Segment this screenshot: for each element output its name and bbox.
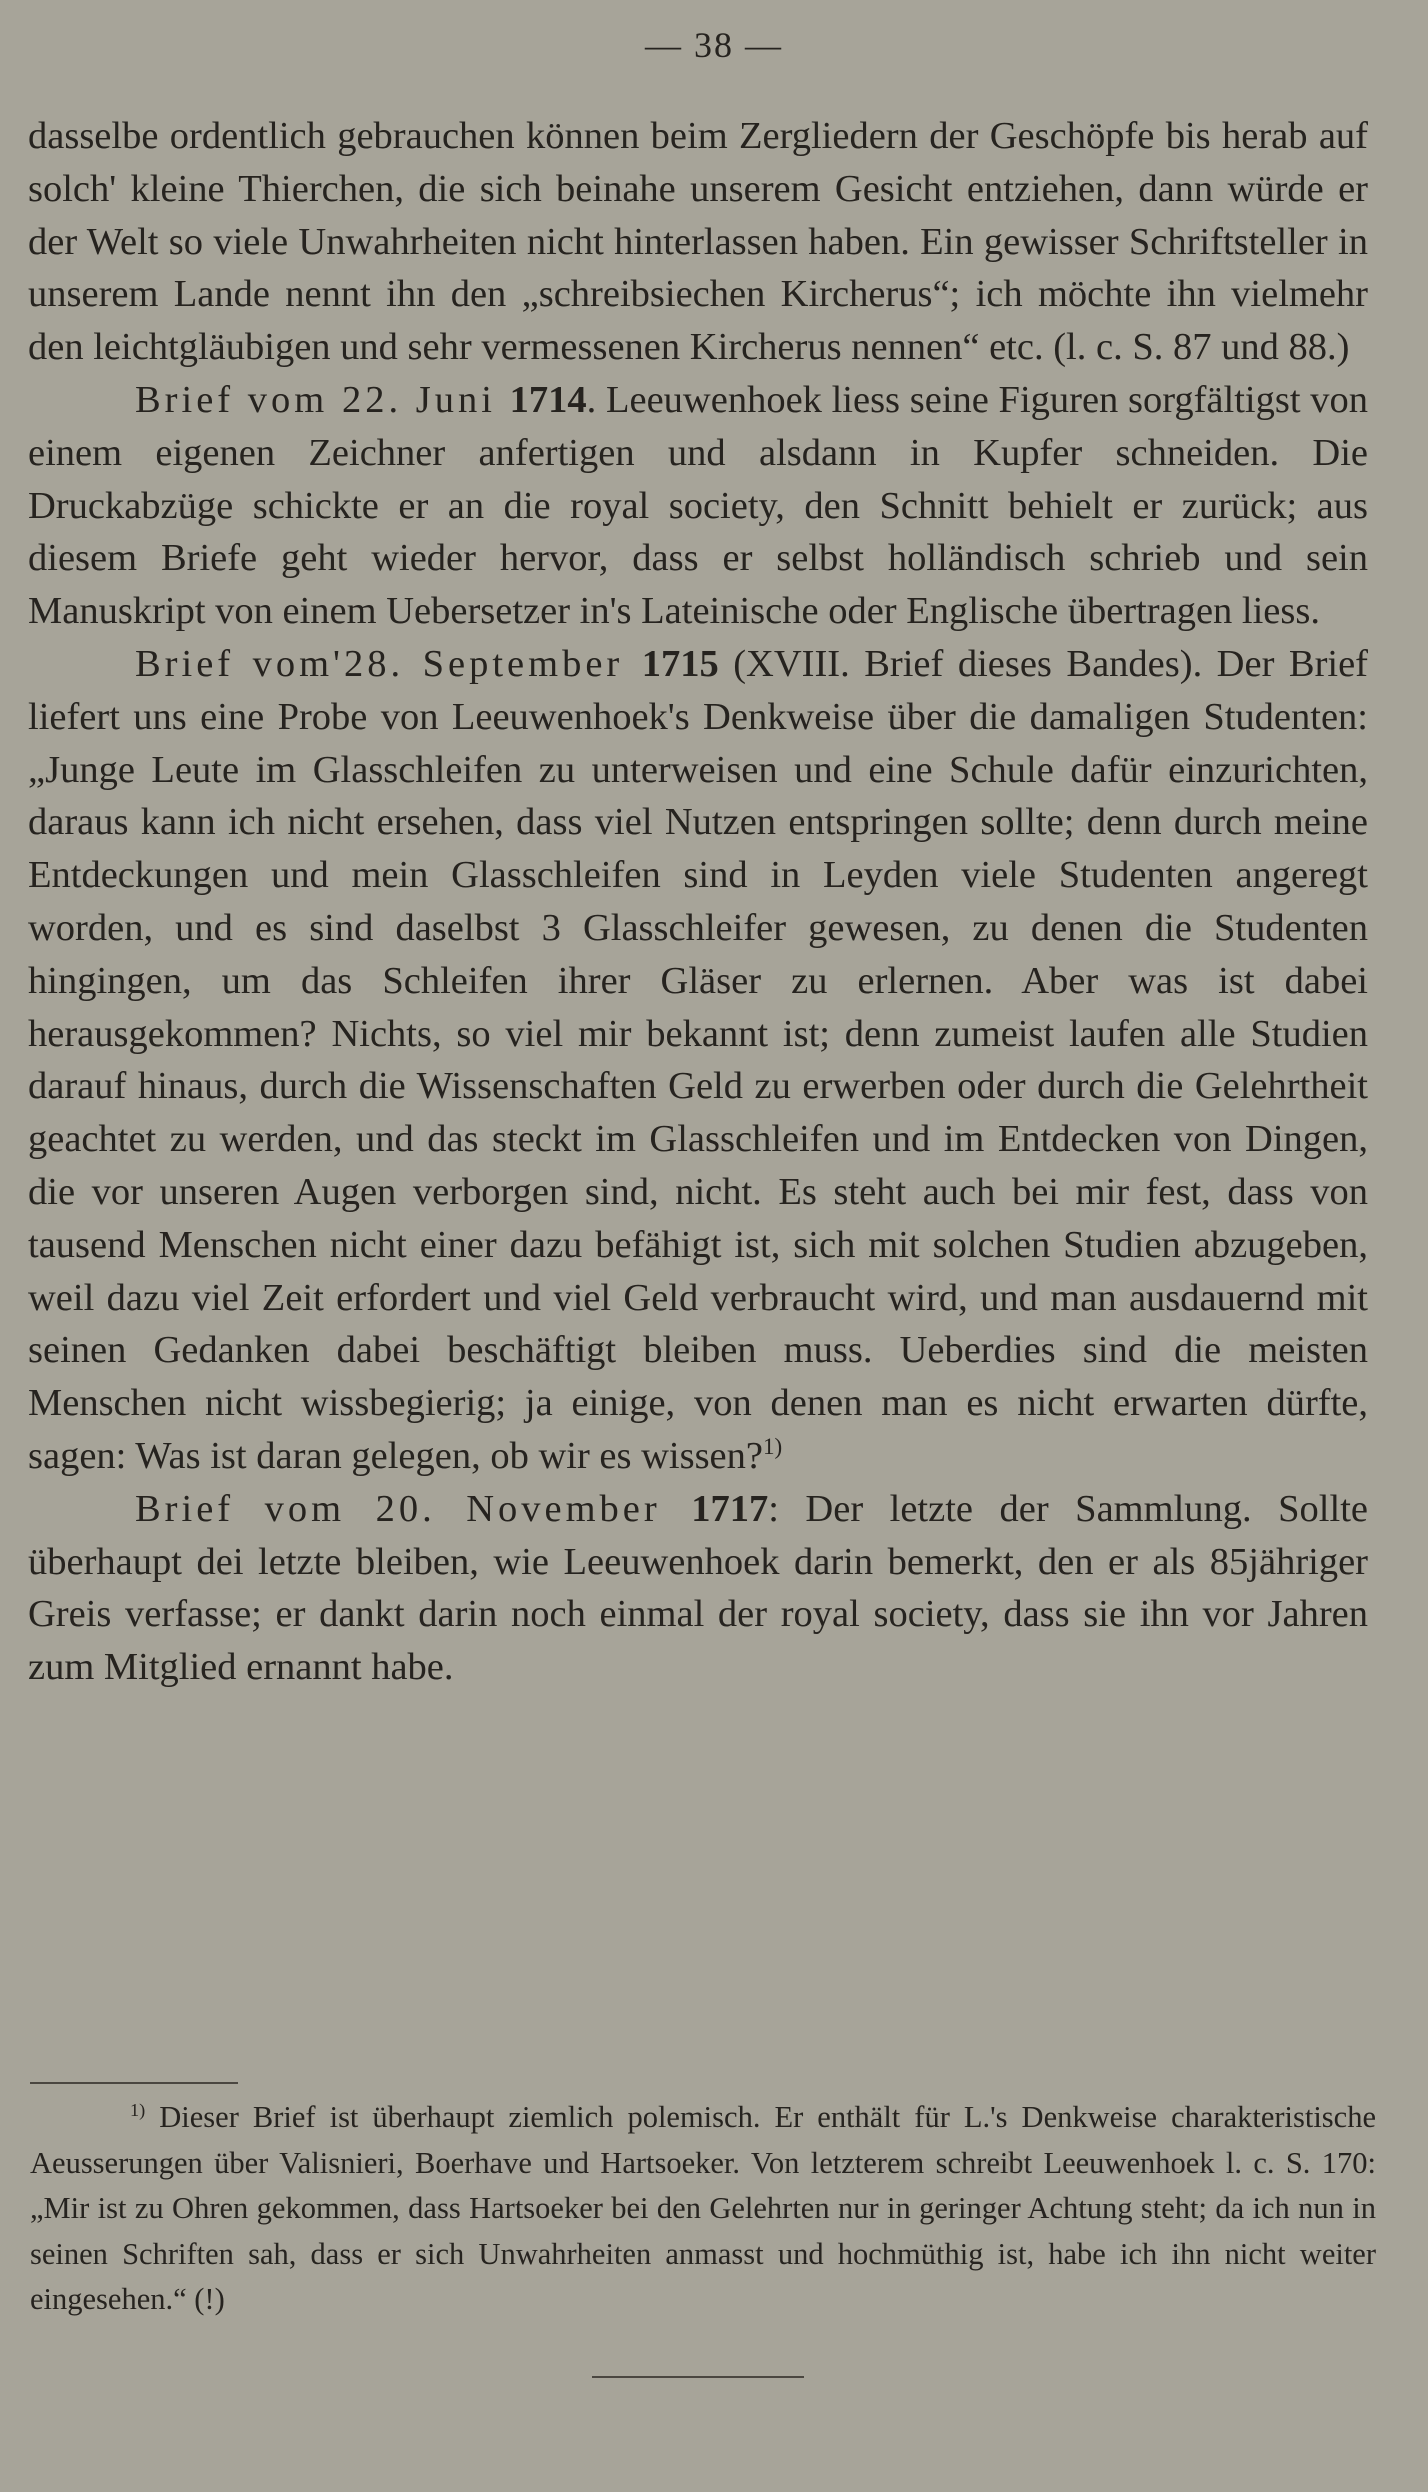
footnote-reference[interactable]: 1) — [762, 1433, 783, 1460]
footnote-marker: 1) — [130, 2099, 146, 2120]
letter-date: 22. Juni — [328, 378, 510, 421]
paragraph-text: (XVIII. Brief dieses Bandes). Der Brief liefert uns eine Probe von Leeuwenhoek's Denkweise über die damaligen Studenten: „Junge Leute im Glasschleifen zu unterweisen und eine Schule dafür einzurichten, daraus kann ich nicht ersehen, dass viel Nutzen entspringen sollte; denn durch meine Entdeckungen und mein Glasschleifen sind in Leyden viele Studenten angeregt worden, und es sind daselbst 3 Glasschleifer gewesen, zu denen die Studenten hingingen, um das Schleifen ihrer Gläser zu erlernen. Aber was ist dabei herausgekommen? Nichts, so viel mir bekannt ist; denn zumeist laufen alle Studien darauf hinaus, durch die Wissenschaften Geld zu erwerben oder durch die Gelehrtheit geachtet zu werden, und das steckt im Glasschleifen und im Entdecken von Dingen, die vor unseren Augen verborgen sind, nicht. Es steht auch bei mir fest, dass von tausend Menschen nicht einer dazu befähigt ist, sich mit solchen Studien abzugeben, weil dazu viel Zeit erfordert und viel Geld verbraucht wird, und man ausdauernd mit seinen Gedanken dabei beschäftigt bleiben muss. Ueberdies sind die meisten Menschen nicht wissbegierig; ja einige, von denen man es nicht erwarten dürfte, sagen: Was ist daran gelegen, ob wir es wissen? — [28, 642, 1368, 1477]
letter-lead: Brief vom — [135, 1487, 346, 1530]
letter-lead: Brief vom — [135, 642, 334, 685]
paragraph-text: : Der letzte der Sammlung. Sollte überhaupt dei letzte bleiben, wie Leeuwenhoek darin bemerkt, den er als 85jähriger Greis verfasse; er dankt darin noch einmal der royal society, dass sie ihn vor Jahren zum Mitglied ernannt habe. — [28, 1487, 1368, 1689]
paragraph-letter-1714 — [28, 374, 1368, 638]
letter-year: 1714 — [509, 378, 587, 421]
paragraph-letter-1715 — [28, 638, 1368, 1483]
paragraph-letter-1717 — [28, 1483, 1368, 1694]
footnote-text: Dieser Brief ist überhaupt ziemlich polemisch. Er enthält für L.'s Denkweise charakteristische Aeusserungen über Valisnieri, Boerhave und Hartsoeker. Von letzterem schreibt Leeuwenhoek l. c. S. 170: „Mir ist zu Ohren gekommen, dass Hartsoeker bei den Gelehrten nur in geringer Achtung steht; da ich nun in seinen Schriften sah, dass er sich Unwahrheiten anmasst und hochmüthig ist, habe ich ihn nicht weiter eingesehen.“ (!) — [30, 2100, 1377, 2316]
paragraph-continuation — [28, 110, 1368, 374]
paragraph-text: . Leeuwenhoek liess seine Figuren sorgfältigst von einem eigenen Zeichner anfertigen und alsdann in Kupfer schneiden. Die Druckabzüge schickte er an die royal society, den Schnitt behielt er zurück; aus diesem Briefe geht wieder hervor, dass er selbst holländisch schrieb und sein Manuskript von einem Uebersetzer in's Lateinische oder Englische übertragen liess. — [28, 378, 1368, 633]
paragraph-text: dasselbe ordentlich gebrauchen können beim Zergliedern der Geschöpfe bis herab auf solch' kleine Thierchen, die sich beinahe unserem Gesicht entziehen, dann würde er der Welt so viele Unwahrheiten nicht hinterlassen haben. Ein gewisser Schriftsteller in unserem Lande nennt ihn den „schreibsiechen Kircherus“; ich möchte ihn vielmehr den leichtgläubigen und sehr vermessenen Kircherus nennen“ etc. (l. c. S. 87 und 88.) — [28, 115, 1368, 369]
letter-year: 1715 — [641, 642, 719, 685]
letter-year: 1717 — [691, 1487, 769, 1530]
letter-date: '28. September — [333, 642, 642, 685]
footnote-section — [30, 2095, 1376, 2323]
footnote-divider — [30, 2082, 238, 2084]
end-divider — [592, 2376, 804, 2378]
letter-date: 20. November — [345, 1487, 692, 1530]
main-text — [28, 110, 1368, 1694]
page-number: — 38 — — [645, 25, 783, 65]
footnote-1 — [30, 2095, 1376, 2323]
letter-lead: Brief vom — [135, 378, 329, 421]
